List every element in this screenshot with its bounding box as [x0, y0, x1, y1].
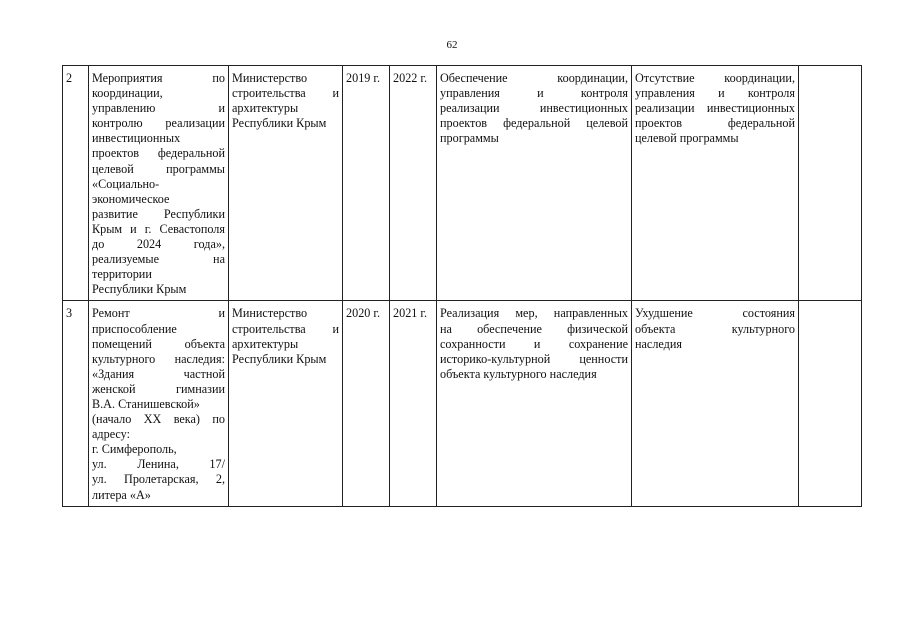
executor-cell — [229, 301, 343, 506]
expected-result-cell — [437, 301, 632, 506]
text-line: контролю реализации — [92, 116, 225, 131]
text-line: инвестиционных — [92, 131, 181, 146]
text-line: Отсутствие координации, — [635, 71, 795, 85]
text-line: «Социально- — [92, 176, 160, 191]
text-line: наследия — [635, 336, 683, 351]
text-line: культурного наследия: — [92, 351, 225, 366]
text-line: Крым и г. Севастополя — [92, 221, 225, 236]
text-line: г. Симферополь, — [92, 442, 177, 457]
text-line: экономическое — [92, 191, 170, 206]
text-line: Реализация мер, направленных — [440, 306, 628, 321]
text-line: Ремонт и — [92, 306, 225, 321]
text-line: программы — [440, 131, 499, 146]
text-line: Ухудшение состояния — [635, 306, 795, 321]
text-line: на обеспечение физической — [440, 321, 628, 336]
text-line: объекта культурного наследия — [440, 366, 597, 381]
text-line: проектов федеральной — [92, 146, 225, 161]
text-line: объекта культурного — [635, 321, 795, 336]
text-line: целевой программы — [635, 131, 739, 146]
text-line: проектов федеральной — [635, 116, 795, 131]
measure-name-cell — [89, 301, 229, 506]
row-number: 3 — [63, 301, 89, 506]
text-line: историко-культурной ценности — [440, 351, 628, 366]
measures-table — [62, 65, 862, 507]
text-line: ул. Пролетарская, 2, — [92, 472, 225, 487]
table-row — [63, 66, 862, 301]
start-year-cell: 2019 г. — [343, 66, 390, 301]
text-line: реализации инвестиционных — [440, 101, 628, 116]
text-line: управления и контроля — [635, 86, 795, 101]
text-line: Республики Крым — [92, 282, 187, 297]
text-line: координации, — [92, 86, 163, 101]
row-number: 2 — [63, 66, 89, 301]
text-line: строительства и — [232, 321, 339, 336]
text-line: архитектуры — [232, 336, 299, 351]
text-line: «Здания частной — [92, 366, 225, 381]
text-line: архитектуры — [232, 101, 299, 116]
text-line: реализуемые на — [92, 252, 225, 267]
text-line: управления и контроля — [440, 86, 628, 101]
text-line: (начало XX века) по — [92, 412, 225, 427]
text-line: Мероприятия по — [92, 71, 225, 85]
consequence-cell — [632, 301, 799, 506]
consequence-cell — [632, 66, 799, 301]
text-line: В.А. Станишевской» — [92, 396, 200, 411]
text-line: литера «А» — [92, 487, 151, 502]
text-line: приспособление — [92, 321, 177, 336]
text-line: сохранности и сохранение — [440, 336, 628, 351]
table-row — [63, 301, 862, 506]
text-line: Республики Крым — [232, 351, 327, 366]
text-line: развитие Республики — [92, 206, 225, 221]
text-line: Обеспечение координации, — [440, 71, 628, 85]
expected-result-cell — [437, 66, 632, 301]
text-line: проектов федеральной целевой — [440, 116, 628, 131]
text-line: Республики Крым — [232, 116, 327, 131]
text-line: управлению и — [92, 101, 225, 116]
text-line: Министерство — [232, 71, 308, 85]
text-line: Министерство — [232, 306, 308, 321]
text-line: целевой программы — [92, 161, 225, 176]
text-line: до 2024 года», — [92, 237, 225, 252]
text-line: адресу: — [92, 427, 130, 442]
end-year-cell: 2021 г. — [390, 301, 437, 506]
text-line: территории — [92, 267, 152, 282]
text-line: строительства и — [232, 86, 339, 101]
extra-cell — [799, 301, 862, 506]
text-line: помещений объекта — [92, 336, 225, 351]
text-line: реализации инвестиционных — [635, 101, 795, 116]
extra-cell — [799, 66, 862, 301]
text-line: ул. Ленина, 17/ — [92, 457, 225, 472]
end-year-cell: 2022 г. — [390, 66, 437, 301]
text-line: женской гимназии — [92, 381, 225, 396]
page-number: 62 — [446, 39, 458, 51]
executor-cell — [229, 66, 343, 301]
start-year-cell: 2020 г. — [343, 301, 390, 506]
measure-name-cell — [89, 66, 229, 301]
